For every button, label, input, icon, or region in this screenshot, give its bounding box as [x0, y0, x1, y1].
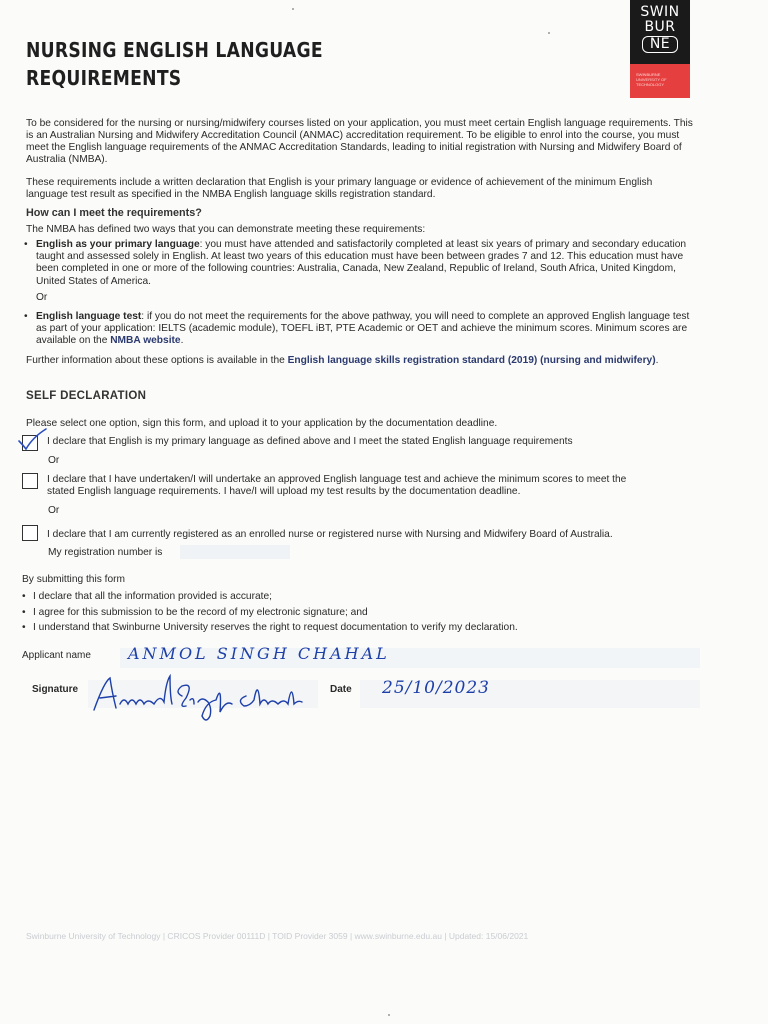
declaration-text-2: I declare that I have undertaken/I will undertake an approved English language test and achieve the minimum scores to meet the stated English language requirements. I have/I will upload my test results by the documentation deadline.: [47, 474, 627, 497]
how-to-meet-heading: How can I meet the requirements?: [26, 207, 202, 219]
further-info: Further information about these options is available in the English language skills registration standard (2019) (nursing and midwifery).: [26, 355, 659, 366]
declaration-text-1: I declare that English is my primary language as defined above and I meet the stated English language requirements: [47, 436, 573, 447]
standard-link[interactable]: English language skills registration standard (2019) (nursing and midwifery): [287, 355, 656, 366]
date-value: 25/10/2023: [382, 678, 490, 698]
intro-paragraph-2: These requirements include a written declaration that English is your primary language or evidence of achievement of the minimum English language test result as specified in the NMBA English language skills registration standard.: [26, 177, 653, 200]
pathway-options-2: [22, 311, 694, 348]
intro-paragraph-1: To be considered for the nursing or nursing/midwifery courses listed on your application, you must meet certain English language requirements. This is an Australian Nursing and Midwifery Accreditation Council (ANMAC) accreditation requirement. To be eligible to enrol into the course, you must meet the English language requirements of the ANMAC Accreditation Standards, leading to initial registration with Nursing and Midwifery Board of Australia (NMBA).: [26, 118, 693, 165]
handwritten-signature: [90, 672, 325, 732]
or-separator: Or: [48, 455, 60, 466]
instructions: Please select one option, sign this form, and upload it to your application by the documentation deadline.: [26, 418, 498, 429]
declaration-checkbox-2[interactable]: [22, 473, 38, 489]
swinburne-logo: [630, 0, 690, 98]
scan-speck: [292, 8, 294, 10]
pathway-options: [22, 239, 694, 288]
registration-number-label: My registration number is: [48, 547, 163, 558]
submit-intro: By submitting this form: [22, 574, 126, 585]
page-footer: Swinburne University of Technology | CRICOS Provider 00111D | TOID Provider 3059 | www.swinburne.edu.au | Updated: 15/06/2021: [26, 931, 529, 941]
option-primary-language: • English as your primary language: you must have attended and satisfactorily completed at least six years of primary and secondary education taught and assessed solely in English. At least two years of this education must have been between grades 7 and 12. This education must have been completed in one or more of the following countries: Australia, Canada, New Zealand, Republic of Ireland, South Africa, United Kingdom, United States of America.: [22, 239, 694, 288]
registration-number-field[interactable]: [180, 545, 290, 559]
applicant-name-value: ANMOL SINGH CHAHAL: [128, 644, 390, 663]
agreement-item: • I declare that all the information provided is accurate;: [22, 589, 518, 605]
agreement-item: • I agree for this submission to be the record of my electronic signature; and: [22, 605, 518, 621]
agreement-item: • I understand that Swinburne University reserves the right to request documentation to verify my declaration.: [22, 620, 518, 636]
handwritten-check-icon: [16, 427, 48, 453]
or-separator: Or: [36, 292, 48, 303]
nmba-website-link[interactable]: NMBA website: [110, 335, 181, 347]
scan-speck: [388, 1014, 390, 1016]
logo-wordmark: SWIN BUR NE: [640, 4, 680, 52]
nmba-intro: The NMBA has defined two ways that you can demonstrate meeting these requirements:: [26, 224, 426, 235]
date-label: Date: [330, 684, 352, 695]
page-title: NURSING ENGLISH LANGUAGE REQUIREMENTS: [26, 38, 323, 90]
declaration-checkbox-3[interactable]: [22, 525, 38, 541]
signature-label: Signature: [32, 684, 79, 695]
logo-red-panel: SWINBURNE UNIVERSITY OF TECHNOLOGY: [630, 64, 690, 98]
declaration-text-3: I declare that I am currently registered as an enrolled nurse or registered nurse with Nursing and Midwifery Board of Australia.: [47, 529, 613, 540]
self-declaration-heading: SELF DECLARATION: [26, 390, 147, 402]
applicant-name-label: Applicant name: [22, 650, 91, 661]
agreement-list: [22, 589, 518, 636]
scan-speck: [548, 32, 550, 34]
option-language-test: • English language test: if you do not meet the requirements for the above pathway, you will need to complete an approved English language test as part of your application: IELTS (academic module), TOEFL iBT, PTE Academic or OET and achieve the minimum scores. Minimum scores are available on the NMBA website.: [22, 311, 694, 348]
or-separator: Or: [48, 505, 60, 516]
